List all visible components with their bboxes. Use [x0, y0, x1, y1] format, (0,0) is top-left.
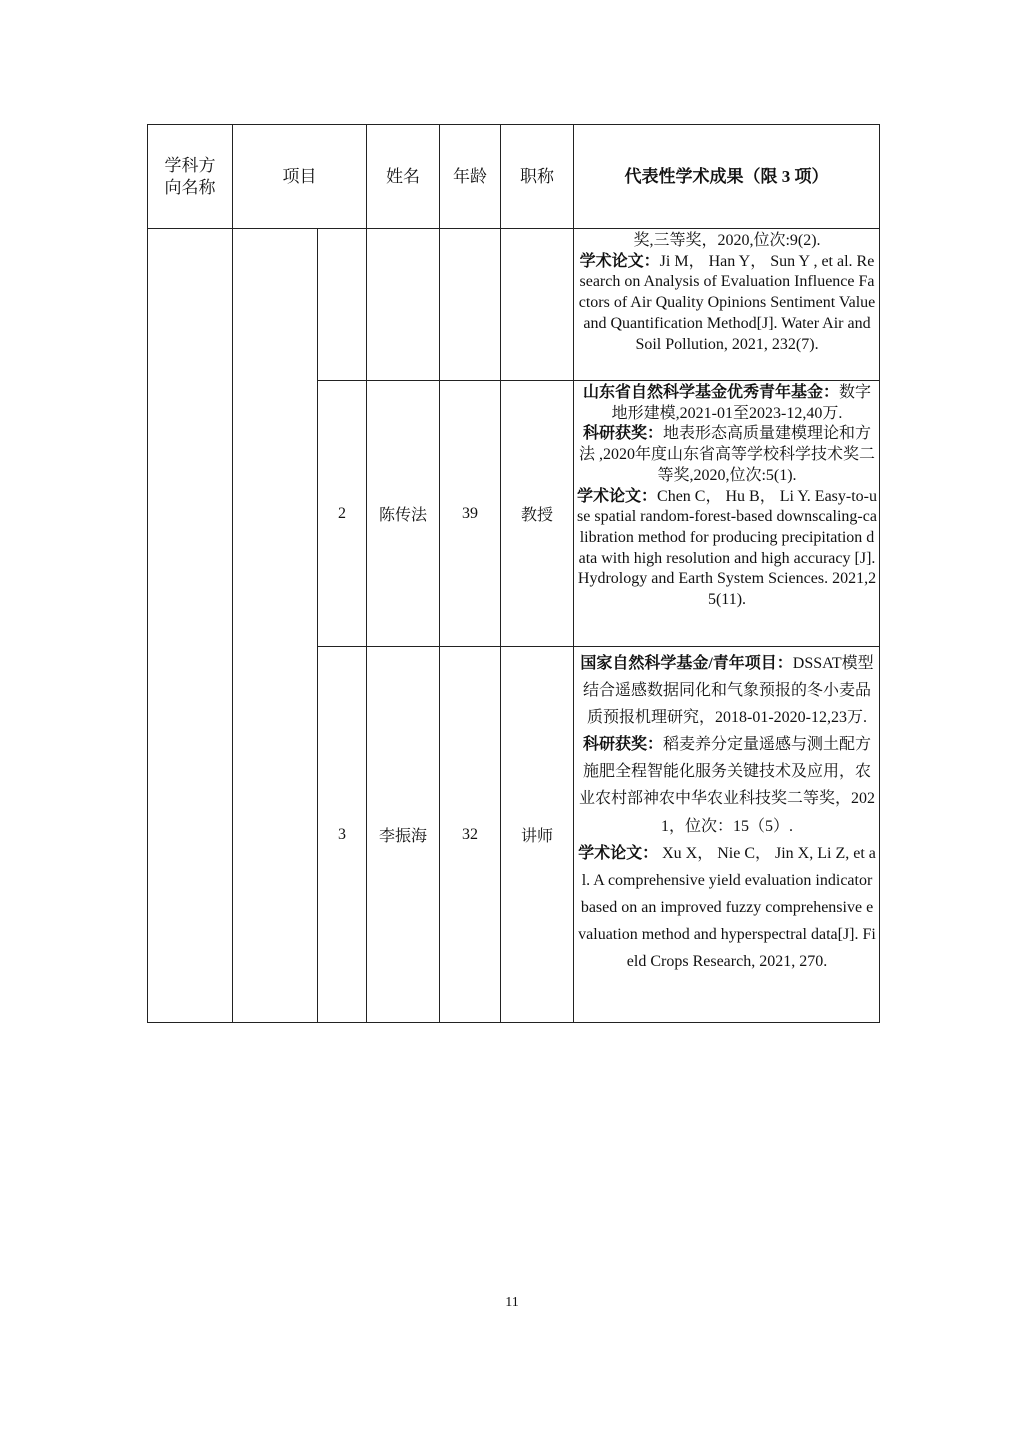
row-achievements [574, 229, 880, 381]
faculty-table [147, 124, 880, 1023]
header-age: 年龄 [440, 125, 501, 229]
achievement-item: 学术论文：Chen C， Hu B， Li Y. Easy-to-use spatial random-forest-based downscaling-calibration method for producing precipitation data with high resolution and high accuracy [J]. Hydrology and Earth System Sciences. 2021,25(11). [577, 487, 878, 609]
header-achievements: 代表性学术成果（限 3 项） [574, 125, 880, 229]
direction-cell [148, 229, 233, 1023]
row-achievements [574, 647, 880, 1023]
achievement-item: 国家自然科学基金/青年项目：DSSAT模型结合遥感数据同化和气象预报的冬小麦品质预报机理研究，2018-01-2020-12,23万. [580, 655, 874, 727]
row-number [318, 229, 367, 381]
row-name: 李振海 [367, 647, 440, 1023]
row-name: 陈传法 [367, 381, 440, 647]
row-name [367, 229, 440, 381]
row-title: 讲师 [501, 647, 574, 1023]
project-cell [233, 229, 318, 1023]
row-age: 39 [440, 381, 501, 647]
header-row [148, 125, 880, 229]
achievement-item: 学术论文： Xu X， Nie C， Jin X, Li Z, et al. A comprehensive yield evaluation indicator based on an improved fuzzy comprehensive evaluation method and hyperspectral data[J]. Field Crops Research, 2021, 270. [578, 844, 876, 971]
achievement-item: 学术论文：Ji M， Han Y， Sun Y , et al. Research on Analysis of Evaluation Influence Factors of Air Quality Opinions Sentiment Value and Quantification Method[J]. Water Air and Soil Pollution, 2021, 232(7). [578, 252, 876, 353]
row-number: 3 [318, 647, 367, 1023]
page-number: 11 [505, 1295, 519, 1310]
achievement-item: 奖,三等奖，2020,位次:9(2). [633, 232, 821, 249]
row-achievements [574, 381, 880, 647]
header-project: 项目 [233, 125, 367, 229]
header-title: 职称 [501, 125, 574, 229]
table-row [148, 229, 880, 381]
achievement-item: 山东省自然科学基金优秀青年基金：数字地形建模,2021-01至2023-12,40万. [582, 384, 872, 422]
row-title [501, 229, 574, 381]
achievement-item: 科研获奖：地表形态高质量建模理论和方法 ,2020年度山东省高等学校科学技术奖二等奖,2020,位次:5(1). [578, 425, 875, 484]
row-age: 32 [440, 647, 501, 1023]
header-direction: 学科方向名称 [148, 125, 233, 229]
row-age [440, 229, 501, 381]
achievement-item: 科研获奖：稻麦养分定量遥感与测土配方施肥全程智能化服务关键技术及应用，农业农村部神农中华农业科技奖二等奖，2021，位次：15（5）. [578, 736, 875, 835]
row-title: 教授 [501, 381, 574, 647]
header-name: 姓名 [367, 125, 440, 229]
row-number: 2 [318, 381, 367, 647]
